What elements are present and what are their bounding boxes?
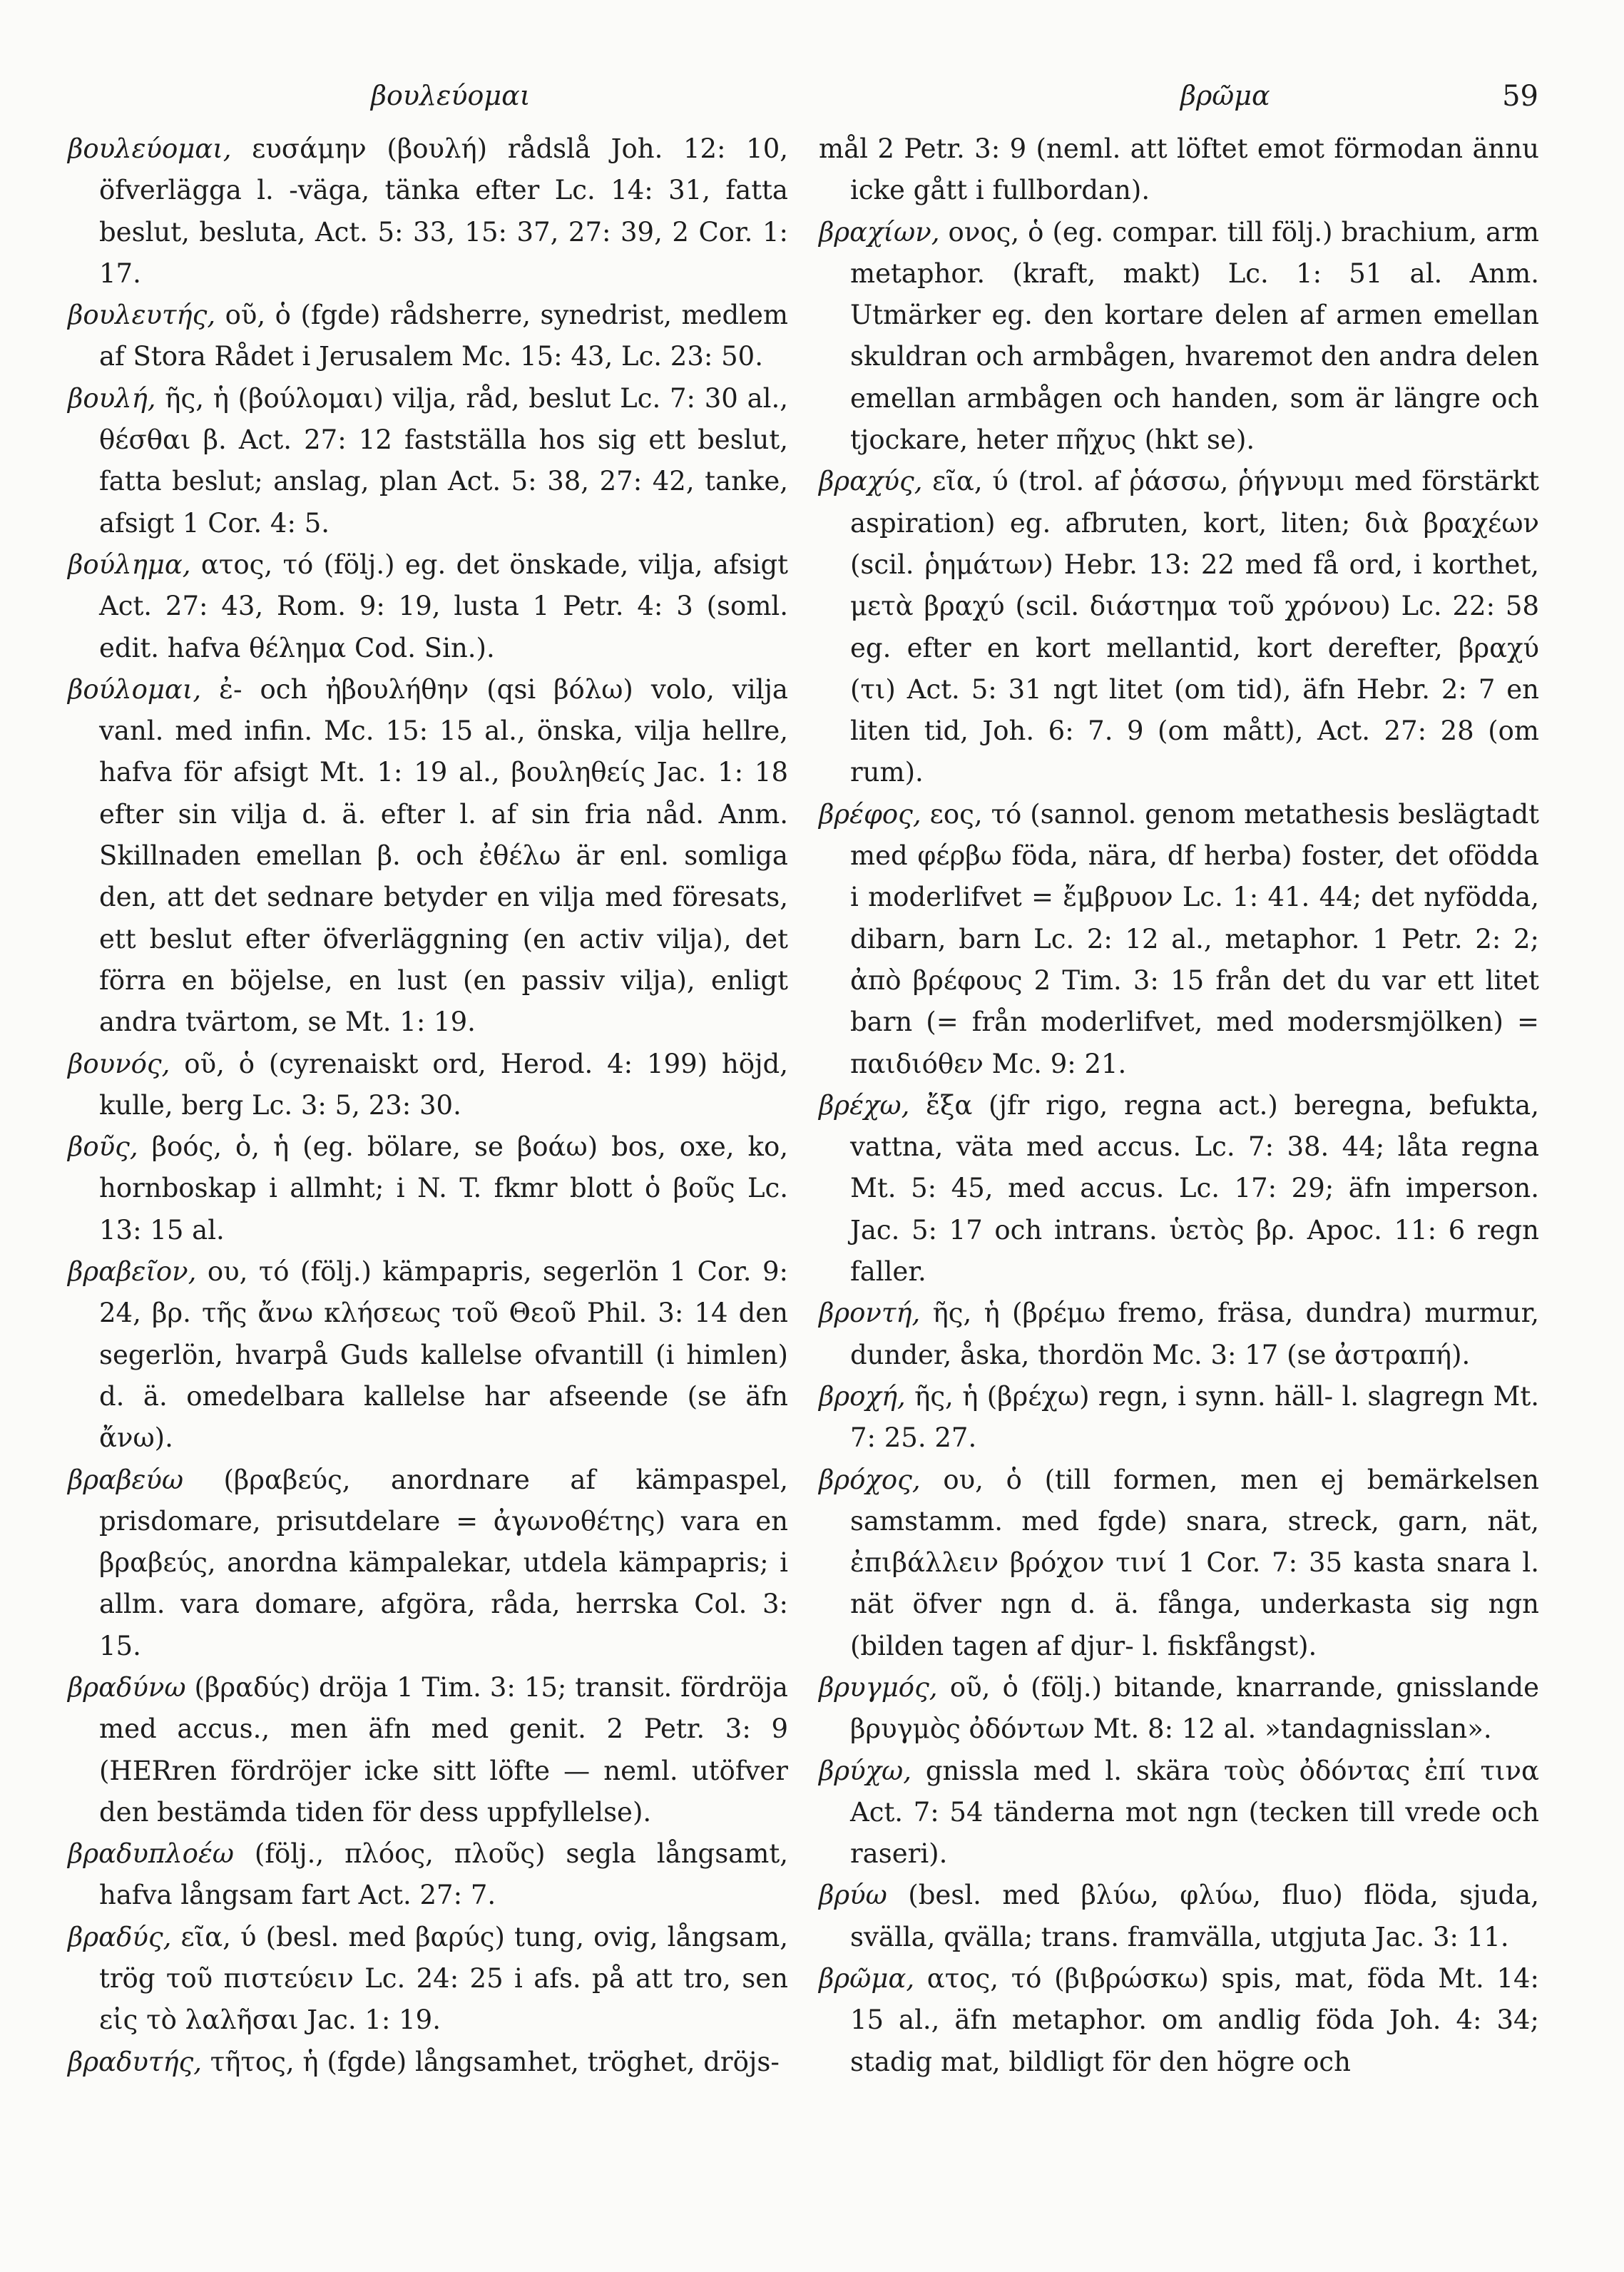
entry-headword: βρυγμός, bbox=[819, 1671, 938, 1703]
entry-headword: βρύχω, bbox=[819, 1755, 911, 1786]
entry-headword: βραχύς, bbox=[819, 466, 923, 497]
dictionary-entry bbox=[819, 1085, 1539, 1293]
dictionary-entry bbox=[68, 295, 788, 378]
entry-headword: βουνός, bbox=[68, 1048, 170, 1079]
dictionary-entry bbox=[68, 1917, 788, 2042]
left-column bbox=[68, 128, 788, 2083]
entry-headword: βραδύς, bbox=[68, 1921, 172, 1952]
entry-headword: βραβεῖον, bbox=[68, 1256, 197, 1288]
entry-headword: βραδυπλοέω bbox=[68, 1838, 234, 1870]
entry-definition: ονος, ὁ (eg. compar. till följ.) brachium, arm metaphor. (kraft, makt) Lc. 1: 51 al. Anm. Utmärker eg. den kortare delen af armen emellan skuldran och armbågen, hvaremot den andra delen emellan armbågen och handen, som är längre och tjockare, heter πῆχυς (hkt se). bbox=[850, 216, 1539, 456]
dictionary-entry bbox=[819, 1958, 1539, 2083]
entry-definition: ῆς, ἡ (βρέμω fremo, fräsa, dundra) murmur, dunder, åska, thordön Mc. 3: 17 (se ἀστραπή). bbox=[850, 1298, 1539, 1370]
entry-definition: (följ., πλόος, πλοῦς) segla långsamt, hafva långsam fart Act. 27: 7. bbox=[99, 1838, 788, 1911]
dictionary-entry bbox=[819, 1293, 1539, 1376]
entry-definition: ου, ὁ (till formen, men ej bemärkelsen samstamm. med fgde) snara, streck, garn, nät, ἐπιβάλλειν βρόχον τινί 1 Cor. 7: 35 kasta snara l. nät öfver ngn d. ä. fånga, underkasta sig ngn (bilden tagen af djur- l. fiskfångst). bbox=[850, 1464, 1539, 1661]
running-head-left: βουλεύομαι bbox=[371, 80, 531, 111]
entry-headword: βουλή, bbox=[68, 382, 156, 414]
entry-headword: βουλευτής, bbox=[68, 300, 216, 331]
dictionary-entry bbox=[68, 1460, 788, 1667]
dictionary-entry bbox=[819, 1460, 1539, 1667]
entry-headword: βρέχω, bbox=[819, 1089, 910, 1121]
dictionary-entry bbox=[68, 669, 788, 1044]
entry-definition: (besl. med βλύω, φλύω, fluo) flöda, sjuda, svälla, qvälla; trans. framvälla, utgjuta Jac. 3: 11. bbox=[850, 1880, 1539, 1952]
dictionary-entry bbox=[68, 1126, 788, 1251]
entry-definition: βοός, ὁ, ἡ (eg. bölare, se βοάω) bos, oxe, ko, hornboskap i allmht; i N. T. fkmr blott ὁ βοῦς Lc. 13: 15 al. bbox=[99, 1131, 788, 1245]
entry-definition: gnissla med l. skära τοὺς ὀδόντας ἐπί τινα Act. 7: 54 tänderna mot ngn (tecken till vrede och raseri). bbox=[850, 1755, 1539, 1870]
running-head-right: βρῶμα bbox=[1180, 80, 1270, 111]
entry-definition: ῆς, ἡ (βούλομαι) vilja, råd, beslut Lc. 7: 30 al., θέσθαι β. Act. 27: 12 fastställa hos sig ett beslut, fatta beslut; anslag, plan Act. 5: 38, 27: 42, tanke, afsigt 1 Cor. 4: 5. bbox=[99, 382, 788, 539]
entry-definition: mål 2 Petr. 3: 9 (neml. att löftet emot förmodan ännu icke gått i fullbordan). bbox=[819, 133, 1539, 206]
dictionary-entry bbox=[68, 128, 788, 295]
entry-headword: βροχή, bbox=[819, 1380, 906, 1412]
entry-headword: βραβεύω bbox=[68, 1464, 184, 1495]
entry-headword: βραδύνω bbox=[68, 1671, 186, 1703]
dictionary-entry bbox=[68, 378, 788, 544]
entry-headword: βρέφος, bbox=[819, 798, 921, 830]
entry-definition: οῦ, ὁ (cyrenaiskt ord, Herod. 4: 199) höjd, kulle, berg Lc. 3: 5, 23: 30. bbox=[99, 1048, 788, 1121]
entry-headword: βραχίων, bbox=[819, 216, 940, 248]
entry-definition: ατος, τό (följ.) eg. det önskade, vilja, afsigt Act. 27: 43, Rom. 9: 19, lusta 1 Petr. 4: 3 (soml. edit. hafva θέλημα Cod. Sin.). bbox=[99, 549, 788, 663]
dictionary-entry bbox=[819, 794, 1539, 1085]
entry-headword: βοῦς, bbox=[68, 1131, 138, 1163]
entry-definition: εῖα, ύ (besl. med βαρύς) tung, ovig, långsam, trög τοῦ πιστεύειν Lc. 24: 25 i afs. på att tro, sen εἰς τὸ λαλῆσαι Jac. 1: 19. bbox=[99, 1921, 788, 2036]
entry-definition: ἔξα (jfr rigo, regna act.) beregna, befukta, vattna, väta med accus. Lc. 7: 38. 44; låta regna Mt. 5: 45, med accus. Lc. 17: 29; äfn imperson. Jac. 5: 17 och intrans. ὑετὸς βρ. Apoc. 11: 6 regn faller. bbox=[850, 1089, 1539, 1288]
entry-headword: βούλημα, bbox=[68, 549, 191, 580]
entry-definition: τῆτος, ἡ (fgde) långsamhet, tröghet, dröjs- bbox=[202, 2046, 780, 2077]
dictionary-entry bbox=[68, 1833, 788, 1917]
entry-headword: βροντή, bbox=[819, 1298, 921, 1329]
entry-headword: βουλεύομαι, bbox=[68, 133, 232, 164]
entry-definition: ατος, τό (βιβρώσκω) spis, mat, föda Mt. 14: 15 al., äfn metaphor. om andlig föda Joh. 4: 34; stadig mat, bildligt för den högre och bbox=[850, 1963, 1539, 2077]
entry-definition: εῖα, ύ (trol. af ῥάσσω, ῥήγνυμι med förstärkt aspiration) eg. afbruten, kort, liten; διὰ βραχέων (scil. ῥημάτων) Hebr. 13: 22 med få ord, i korthet, μετὰ βραχύ (scil. διάστημα τοῦ χρόνου) Lc. 22: 58 eg. efter en kort mellantid, kort derefter, βραχύ (τι) Act. 5: 31 ngt litet (om tid), äfn Hebr. 2: 7 en liten tid, Joh. 6: 7. 9 (om mått), Act. 27: 28 (om rum). bbox=[850, 466, 1539, 788]
dictionary-entry bbox=[819, 212, 1539, 462]
dictionary-entry bbox=[819, 1667, 1539, 1751]
entry-headword: βούλομαι, bbox=[68, 673, 202, 705]
dictionary-entry bbox=[819, 461, 1539, 793]
dictionary-entry bbox=[68, 1667, 788, 1833]
dictionary-entry bbox=[819, 1376, 1539, 1460]
dictionary-entry bbox=[819, 1875, 1539, 1958]
entry-definition: (βραβεύς, anordnare af kämpaspel, prisdomare, prisutdelare = ἀγωνοθέτης) vara en βραβεύς, anordna kämpalekar, utdela kämpapris; i allm. vara domare, afgöra, råda, herrska Col. 3: 15. bbox=[99, 1464, 788, 1661]
entry-definition: οῦ, ὁ (fgde) rådsherre, synedrist, medlem af Stora Rådet i Jerusalem Mc. 15: 43, Lc. 23: 50. bbox=[99, 300, 788, 372]
entry-definition: οῦ, ὁ (följ.) bitande, knarrande, gnisslande βρυγμὸς ὀδόντων Mt. 8: 12 al. »tandagnisslan». bbox=[850, 1671, 1539, 1745]
entry-definition: ευσάμην (βουλή) rådslå Joh. 12: 10, öfverlägga l. -väga, tänka efter Lc. 14: 31, fatta beslut, besluta, Act. 5: 33, 15: 37, 27: 39, 2 Cor. 1: 17. bbox=[99, 133, 788, 289]
dictionary-entry bbox=[68, 544, 788, 669]
dictionary-entry bbox=[819, 128, 1539, 212]
entry-definition: ἐ- och ἠβουλήθην (qsi βόλω) volo, vilja vanl. med infin. Mc. 15: 15 al., önska, vilja hellre, hafva för afsigt Mt. 1: 19 al., βουληθείς Jac. 1: 18 efter sin vilja d. ä. efter l. af sin fria nåd. Anm. Skillnaden emellan β. och ἐθέλω är enl. somliga den, att det sednare betyder en vilja med föresats, ett beslut efter öfverläggning (en activ vilja), det förra en böjelse, en lust (en passiv vilja), enligt andra tvärtom, se Mt. 1: 19. bbox=[99, 673, 788, 1038]
dictionary-entry bbox=[819, 1751, 1539, 1875]
entry-headword: βρόχος, bbox=[819, 1464, 921, 1495]
entry-definition: ου, τό (följ.) kämpapris, segerlön 1 Cor. 9: 24, βρ. τῆς ἄνω κλήσεως τοῦ Θεοῦ Phil. 3: 14 den segerlön, hvarpå Guds kallelse ofvantill (i himlen) d. ä. omedelbara kallelse har afseende (se äfn ἄνω). bbox=[99, 1256, 788, 1454]
dictionary-entry bbox=[68, 1044, 788, 1127]
right-column bbox=[819, 128, 1539, 2083]
entry-definition: εος, τό (sannol. genom metathesis beslägtadt med φέρβω föda, nära, df herba) foster, det ofödda i moderlifvet = ἔμβρυον Lc. 1: 41. 44; det nyfödda, dibarn, barn Lc. 2: 12 al., metaphor. 1 Petr. 2: 2; ἀπὸ βρέφους 2 Tim. 3: 15 från det du var ett litet barn (= från moderlifvet, med modersmjölken) = παιδιόθεν Mc. 9: 21. bbox=[850, 798, 1539, 1079]
page-number: 59 bbox=[1502, 80, 1538, 113]
entry-headword: βρύω bbox=[819, 1880, 887, 1911]
entry-headword: βραδυτής, bbox=[68, 2046, 203, 2077]
entry-definition: ῆς, ἡ (βρέχω) regn, i synn. häll- l. slagregn Mt. 7: 25. 27. bbox=[850, 1380, 1539, 1454]
dictionary-entry bbox=[68, 2042, 788, 2083]
entry-definition: (βραδύς) dröja 1 Tim. 3: 15; transit. fördröja med accus., men äfn med genit. 2 Petr. 3: 9 (HERren fördröjer icke sitt löfte — neml. utöfver den bestämda tiden för dess uppfyllelse). bbox=[99, 1671, 788, 1828]
entry-headword: βρῶμα, bbox=[819, 1963, 915, 1995]
dictionary-entry bbox=[68, 1251, 788, 1459]
